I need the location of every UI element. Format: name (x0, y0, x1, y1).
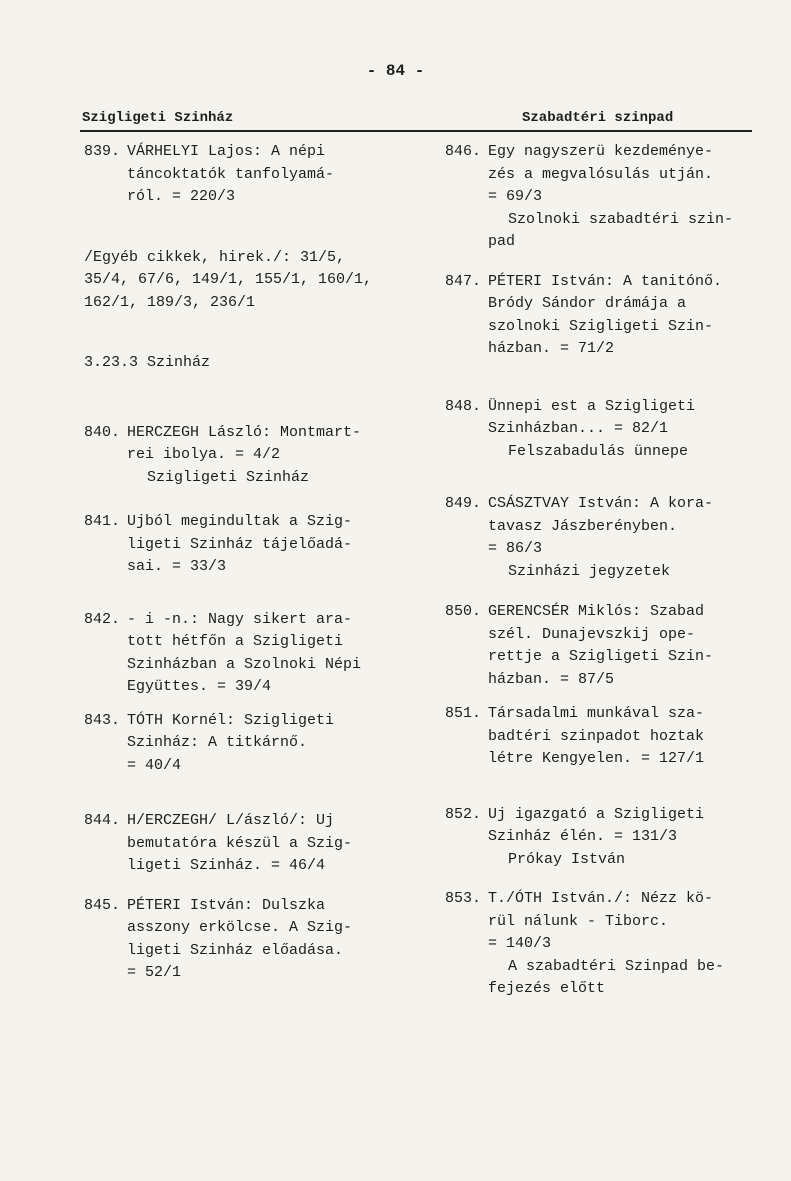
entry-text: Egy nagyszerü kezdeménye- (488, 143, 714, 160)
entry-number: 839. (84, 143, 121, 160)
entry-text: Együttes. = 39/4 (127, 678, 272, 695)
entry-text: pad (488, 233, 516, 250)
entry-number: 853. (445, 890, 482, 907)
entry-text: táncoktatók tanfolyamá- (127, 165, 335, 183)
entry-text: ligeti Szinház tájelőadá- (127, 535, 353, 553)
entry-text: Szinház: A titkárnő. (127, 734, 308, 751)
entry-text: CSÁSZTVAY István: A kora- (488, 495, 714, 512)
entry-text: Uj igazgató a Szigligeti (488, 805, 705, 823)
entry-number: 850. (445, 603, 482, 620)
entry-number: 840. (84, 423, 121, 441)
entry-text: létre Kengyelen. = 127/1 (488, 750, 705, 767)
entry-text: PÉTERI István: Dulszka (127, 896, 326, 914)
header-left: Szigligeti Szinház (82, 110, 234, 126)
entry-text: asszony erkölcse. A Szig- (127, 919, 353, 936)
entry-text: rei ibolya. = 4/2 (127, 446, 281, 463)
entry-subject: Szigligeti Szinház (147, 468, 310, 486)
entry-text: bemutatóra készül a Szig- (127, 834, 353, 852)
other-articles-text: 162/1, 189/3, 236/1 (84, 293, 256, 311)
entry-number: 851. (445, 705, 482, 722)
entry-text: ról. = 220/3 (127, 188, 236, 205)
entry-number: 846. (445, 143, 482, 160)
entry-844 (84, 810, 404, 878)
entry-852 (445, 804, 765, 872)
entry-subject: Felszabadulás ünnepe (508, 442, 689, 460)
entry-text: Bródy Sándor drámája a (488, 295, 687, 312)
entry-853 (445, 888, 765, 1001)
entry-number: 847. (445, 272, 482, 290)
entry-text: VÁRHELYI Lajos: A népi (127, 143, 326, 160)
entry-text: PÉTERI István: A tanitónő. (488, 272, 723, 290)
entry-number: 845. (84, 896, 121, 914)
entry-text: rettje a Szigligeti Szin- (488, 648, 714, 665)
entry-849 (445, 493, 765, 583)
entry-845 (84, 895, 404, 985)
entry-text: = 86/3 (488, 540, 543, 557)
entry-text: Ünnepi est a Szigligeti (488, 397, 696, 415)
other-articles (84, 247, 404, 315)
entry-text: = 69/3 (488, 188, 543, 205)
entry-subject: Prókay István (508, 850, 626, 868)
entry-number: 852. (445, 805, 482, 823)
entry-850 (445, 601, 765, 691)
entry-number: 843. (84, 711, 121, 729)
entry-subject: A szabadtéri Szinpad be- (508, 957, 725, 975)
entry-text: szolnoki Szigligeti Szin- (488, 317, 714, 335)
entry-851 (445, 703, 765, 771)
entry-text: Szinház élén. = 131/3 (488, 828, 678, 845)
page-number: - 84 - (366, 62, 425, 80)
entry-848 (445, 396, 765, 464)
other-articles-text: 35/4, 67/6, 149/1, 155/1, 160/1, (84, 271, 373, 288)
entry-text: Társadalmi munkával sza- (488, 705, 705, 722)
entry-text: badtéri szinpadot hoztak (488, 727, 705, 745)
entry-number: 844. (84, 812, 121, 829)
entry-840 (84, 422, 404, 490)
entry-text: sai. = 33/3 (127, 558, 227, 575)
entry-text: tavasz Jászberényben. (488, 517, 678, 535)
entry-text: Szinházban... = 82/1 (488, 420, 669, 437)
entry-text: ligeti Szinház. = 46/4 (127, 857, 326, 874)
entry-text: házban. = 71/2 (488, 340, 615, 357)
entry-text: fejezés előtt (488, 980, 606, 997)
entry-839 (84, 141, 404, 209)
entry-843 (84, 710, 404, 778)
entry-text: szél. Dunajevszkij ope- (488, 625, 696, 643)
entry-text: tott hétfőn a Szigligeti (127, 633, 344, 650)
entry-text: rül nálunk - Tiborc. (488, 912, 669, 930)
entry-841 (84, 511, 404, 579)
entry-number: 848. (445, 397, 482, 415)
header-rule (80, 130, 752, 132)
entry-text: ligeti Szinház előadása. (127, 941, 344, 959)
entry-number: 849. (445, 495, 482, 512)
entry-847 (445, 271, 765, 361)
entry-text: = 52/1 (127, 964, 182, 981)
entry-842 (84, 609, 404, 699)
entry-846 (445, 141, 765, 254)
entry-text: házban. = 87/5 (488, 670, 615, 688)
entry-text: = 40/4 (127, 756, 182, 774)
section-heading: 3.23.3 Szinház (84, 354, 211, 371)
other-articles-text: /Egyéb cikkek, hirek./: 31/5, (84, 248, 346, 266)
entry-text: GERENCSÉR Miklós: Szabad (488, 603, 705, 620)
entry-text: - i -n.: Nagy sikert ara- (127, 610, 353, 628)
entry-text: zés a megvalósulás utján. (488, 165, 714, 183)
header-right: Szabadtéri szinpad (522, 110, 674, 126)
right-column (445, 141, 765, 1001)
left-column (84, 141, 404, 985)
entry-text: HERCZEGH László: Montmart- (127, 423, 362, 441)
entry-text: Szinházban a Szolnoki Népi (127, 655, 362, 673)
entry-number: 842. (84, 610, 121, 628)
entry-text: T./ÓTH István./: Nézz kö- (488, 890, 714, 907)
entry-subject: Szolnoki szabadtéri szin- (508, 210, 734, 228)
entry-subject: Szinházi jegyzetek (508, 562, 671, 580)
entry-text: Ujból megindultak a Szig- (127, 513, 353, 530)
entry-text: TÓTH Kornél: Szigligeti (127, 711, 335, 729)
entry-text: H/ERCZEGH/ L/ászló/: Uj (127, 812, 335, 829)
entry-number: 841. (84, 513, 121, 530)
entry-text: = 140/3 (488, 935, 552, 952)
